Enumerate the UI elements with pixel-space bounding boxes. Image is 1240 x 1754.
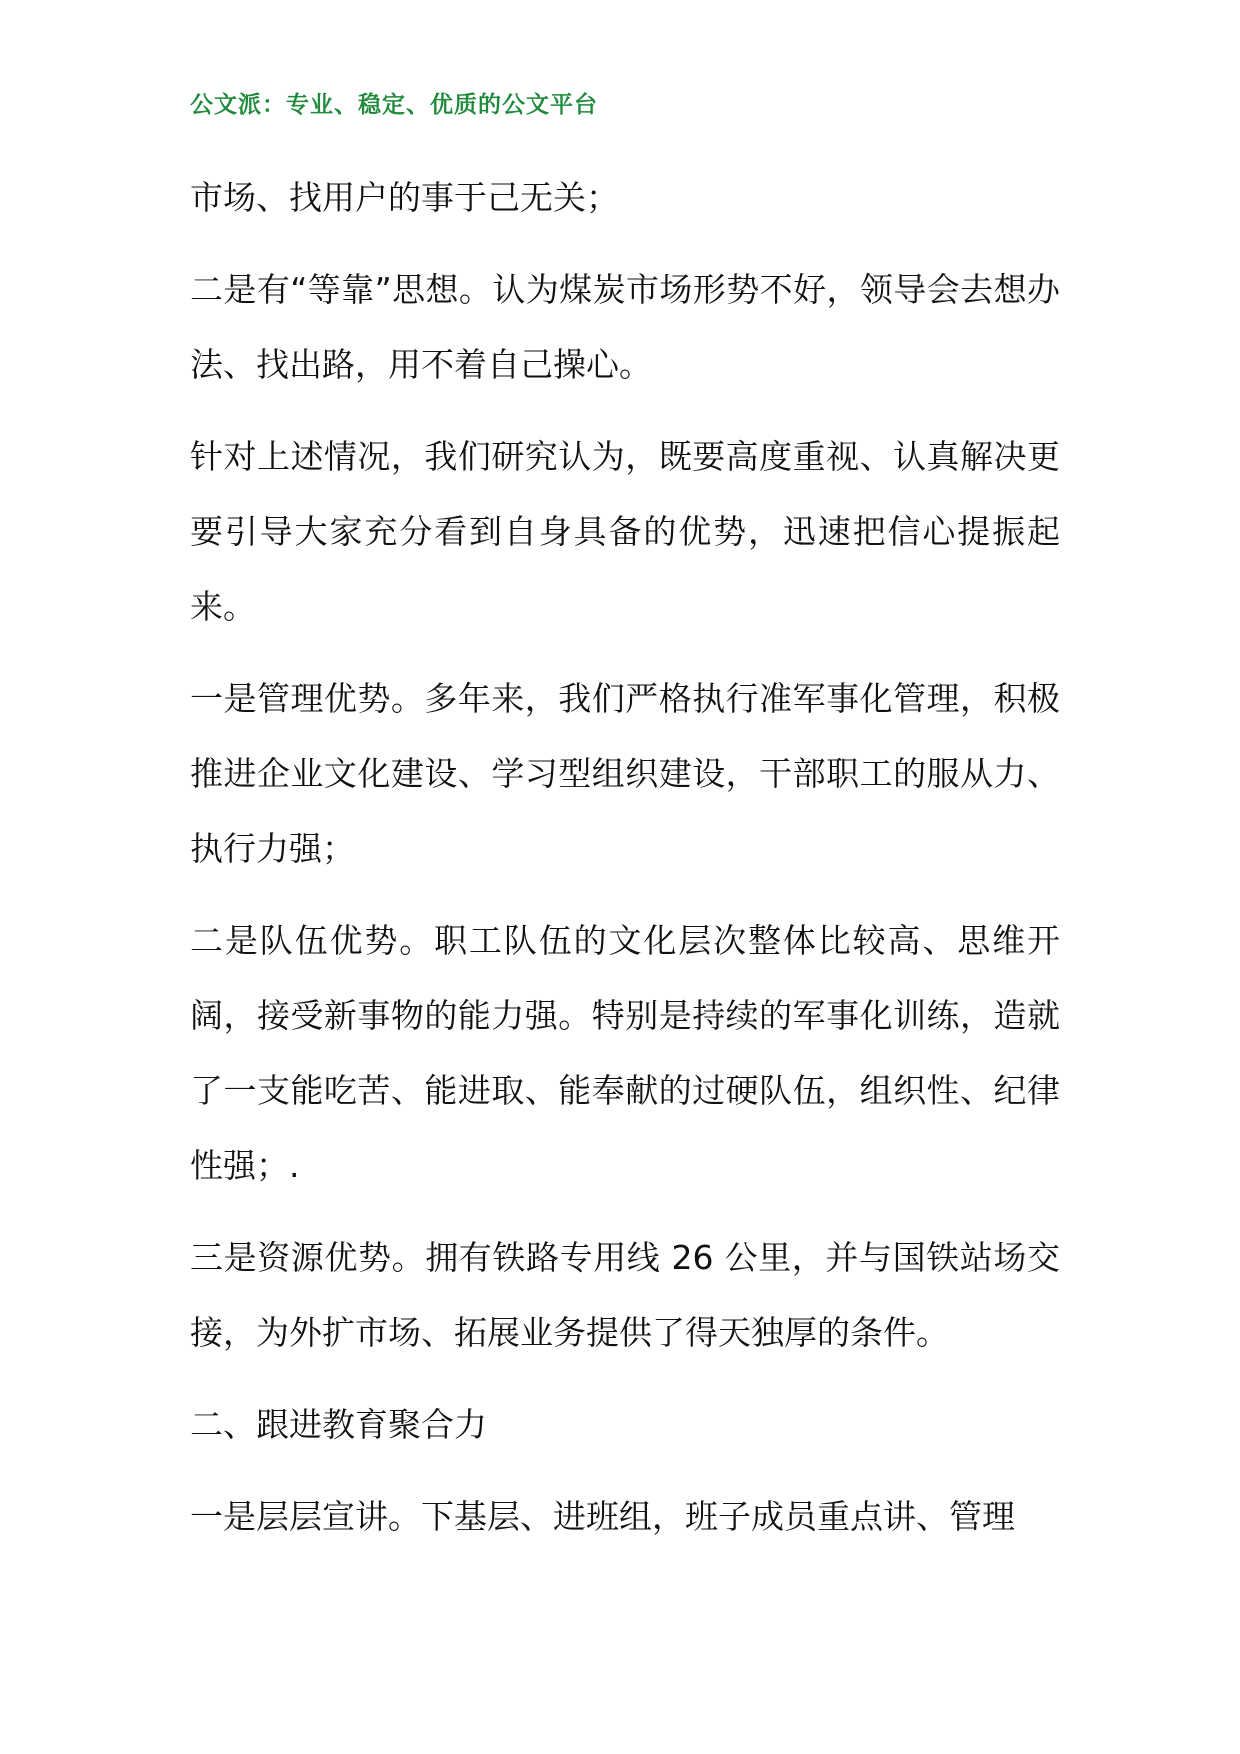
paragraph-4: 一是管理优势。多年来，我们严格执行准军事化管理，积极推进企业文化建设、学习型组织建设，干部职工的服从力、执行力强；	[190, 679, 1060, 868]
paragraph-5: 二是队伍优势。职工队伍的文化层次整体比较高、思维开阔，接受新事物的能力强。特别是持续的军事化训练，造就了一支能吃苦、能进取、能奉献的过硬队伍，组织性、纪律性强；.	[190, 921, 1060, 1185]
document-body	[190, 160, 1060, 1571]
paragraph-6: 三是资源优势。拥有铁路专用线 26 公里，并与国铁站场交接，为外扩市场、拓展业务提供了得天独厚的条件。	[190, 1238, 1060, 1352]
paragraph-3: 针对上述情况，我们研究认为，既要高度重视、认真解决更要引导大家充分看到自身具备的优势，迅速把信心提振起来。	[190, 437, 1060, 626]
section-heading: 二、跟进教育聚合力	[190, 1405, 487, 1444]
page-header-title: 公文派：专业、稳定、优质的公文平台	[190, 91, 598, 118]
paragraph-2: 二是有“等靠”思想。认为煤炭市场形势不好，领导会去想办法、找出路，用不着自己操心。	[190, 270, 1060, 384]
paragraph-7: 一是层层宣讲。下基层、进班组，班子成员重点讲、管理	[190, 1497, 1015, 1536]
paragraph-1: 市场、找用户的事于己无关；	[190, 178, 619, 217]
